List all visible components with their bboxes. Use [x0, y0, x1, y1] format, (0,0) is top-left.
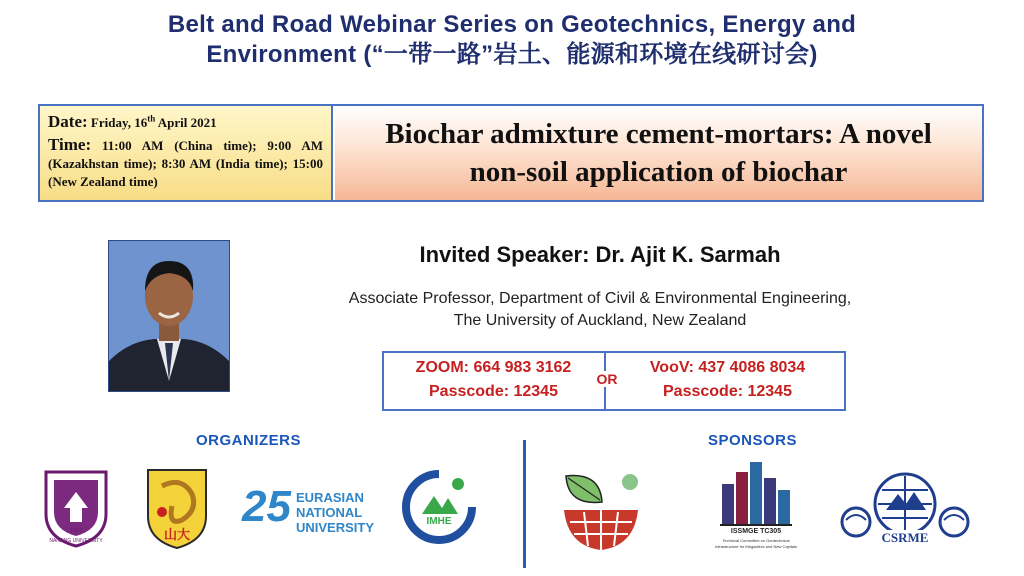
eurasian-national-university-logo	[238, 474, 388, 540]
or-separator: OR	[594, 371, 620, 387]
eurasian-line3: UNIVERSITY	[296, 520, 375, 535]
time-label: Time:	[48, 135, 92, 154]
zoom-passcode: Passcode: 12345	[429, 383, 558, 400]
issmge-line3: Infrastructure for Megacities and New Capitals	[714, 544, 798, 549]
issmge-line1: ISSMGE TC305	[730, 528, 782, 535]
speaker-name: Invited Speaker: Dr. Ajit K. Sarmah	[419, 242, 781, 267]
issmge-line2: Technical Committee on Geotechnical	[722, 538, 790, 543]
zoom-id: ZOOM: 664 983 3162	[415, 359, 572, 376]
date-sup: th	[147, 113, 156, 124]
imhe-logo	[402, 470, 476, 544]
nju-year: 1902	[70, 528, 82, 534]
time-value: 11:00 AM (China time); 9:00 AM (Kazakhstan time); 8:30 AM (India time); 15:00 (New Zealand time)	[48, 138, 323, 189]
nju-text: NANJING UNIVERSITY	[49, 538, 103, 544]
series-title-line2: Environment (“一带一路”岩土、能源和环境在线研讨会)	[206, 41, 818, 68]
csrme-text: CSRME	[881, 530, 929, 545]
affiliation-line2: The University of Auckland, New Zealand	[453, 312, 747, 329]
series-title-line1: Belt and Road Webinar Series on Geotechnics, Energy and	[167, 11, 857, 38]
shandong-university-logo	[142, 466, 212, 550]
talk-title-line2: non-soil application of biochar	[469, 156, 848, 188]
date-line	[48, 112, 323, 132]
date-rest: April 2021	[155, 115, 217, 130]
talk-title-line1: Biochar admixture cement-mortars: A novel	[385, 118, 932, 150]
eurasian-line2: NATIONAL	[296, 505, 363, 520]
shandong-text: 山大	[163, 527, 190, 542]
talk-title-panel	[335, 106, 982, 200]
section-divider	[523, 440, 526, 568]
csrme-logo	[836, 470, 974, 550]
date-label: Date:	[48, 112, 88, 131]
voov-id: VooV: 437 4086 8034	[649, 359, 806, 376]
zoom-info	[386, 356, 601, 404]
voov-passcode: Passcode: 12345	[663, 383, 792, 400]
biochar-sponsor-logo	[560, 472, 642, 552]
affiliation	[290, 288, 910, 332]
issmge-tc305-logo	[716, 458, 796, 558]
nanjing-university-logo	[40, 468, 112, 548]
eurasian-line1: EURASIAN	[296, 490, 364, 505]
eurasian-name	[296, 490, 374, 535]
organizers-heading: ORGANIZERS	[196, 432, 302, 449]
series-title	[40, 10, 984, 70]
date-value: Friday, 16	[90, 115, 148, 130]
speaker-photo	[108, 240, 230, 392]
affiliation-line1: Associate Professor, Department of Civil & Environmental Engineering,	[348, 290, 852, 307]
time-block	[48, 136, 323, 191]
imhe-text: IMHE	[426, 516, 452, 527]
sponsors-heading: SPONSORS	[708, 432, 798, 449]
date-time-panel	[40, 106, 333, 200]
eurasian-anniversary-number: 25	[242, 482, 291, 531]
voov-info	[620, 356, 835, 404]
